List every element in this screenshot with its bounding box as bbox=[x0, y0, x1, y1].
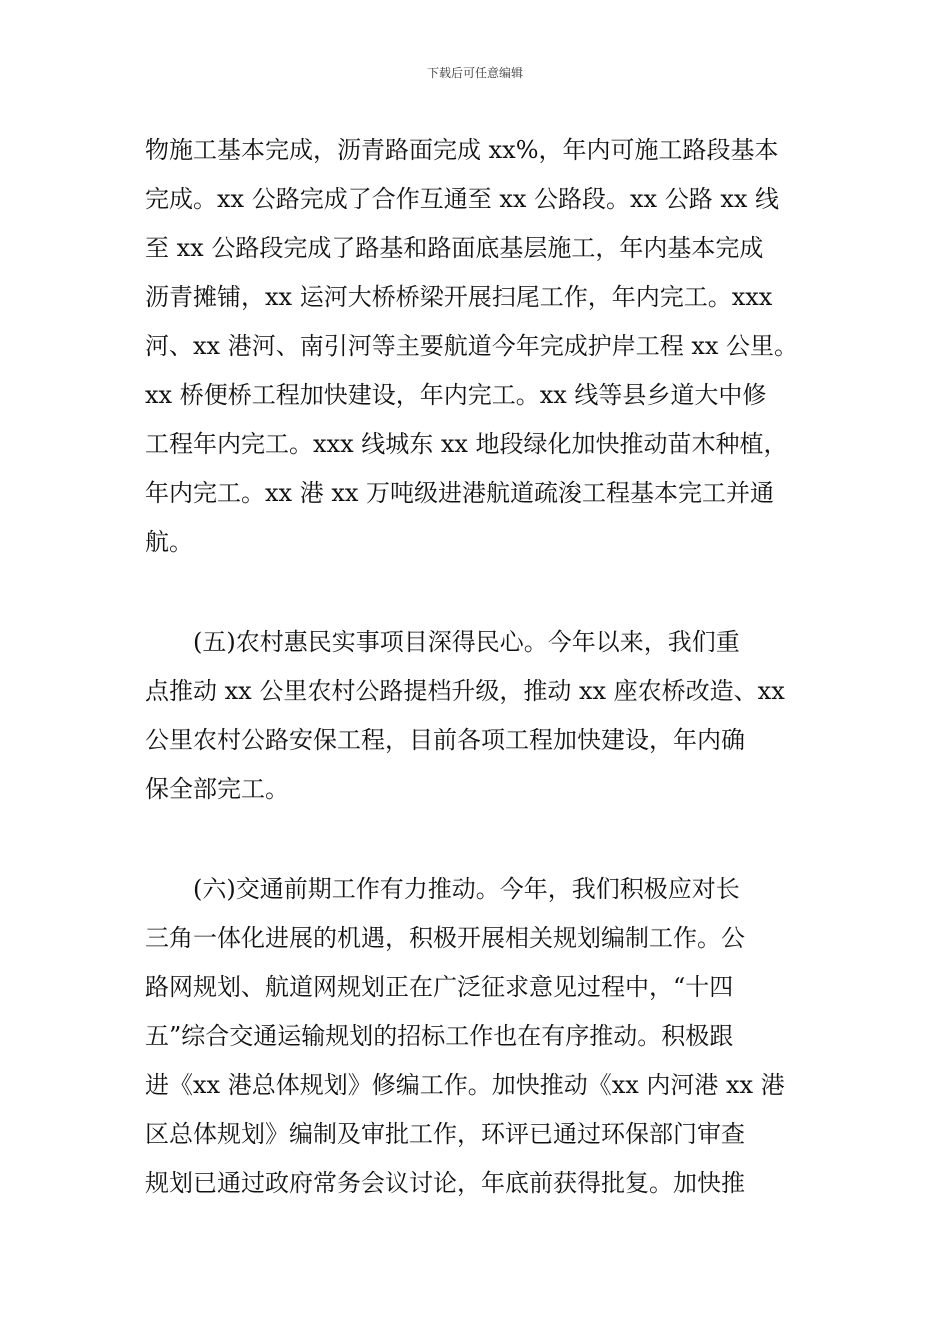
text-line: 沥青摊铺，xx 运河大桥桥梁开展扫尾工作，年内完工。xxx bbox=[145, 283, 773, 311]
text-line: 点推动 xx 公里农村公路提档升级，推动 xx 座农桥改造、xx bbox=[145, 677, 785, 705]
text-line: (五)农村惠民实事项目深得民心。今年以来，我们重 bbox=[145, 628, 740, 656]
text-line: 区总体规划》编制及审批工作，环评已通过环保部门审查 bbox=[145, 1120, 745, 1148]
paragraph-2 bbox=[145, 622, 825, 818]
document-body bbox=[145, 130, 825, 1212]
text-line: 进《xx 港总体规划》修编工作。加快推动《xx 内河港 xx 港 bbox=[145, 1071, 785, 1099]
paragraph-spacer bbox=[145, 818, 825, 869]
text-line: 工程年内完工。xxx 线城东 xx 地段绿化加快推动苗木种植， bbox=[145, 430, 788, 458]
text-line: 三角一体化进展的机遇，积极开展相关规划编制工作。公 bbox=[145, 924, 745, 952]
text-line: 至 xx 公路段完成了路基和路面底基层施工，年内基本完成 bbox=[145, 234, 764, 262]
text-line: 航。 bbox=[145, 528, 193, 556]
text-line: xx 桥便桥工程加快建设，年内完工。xx 线等县乡道大中修 bbox=[145, 381, 767, 409]
page-header: 下载后可任意编辑 bbox=[426, 66, 523, 80]
text-line: 河、xx 港河、南引河等主要航道今年完成护岸工程 xx 公里。 bbox=[145, 332, 799, 360]
paragraph-1 bbox=[145, 130, 825, 571]
text-line: 公里农村公路安保工程，目前各项工程加快建设，年内确 bbox=[145, 726, 745, 754]
text-line: 路网规划、航道网规划正在广泛征求意见过程中，“十四 bbox=[145, 973, 734, 1001]
paragraph-3 bbox=[145, 869, 825, 1212]
text-line: 五”综合交通运输规划的招标工作也在有序推动。积极跟 bbox=[145, 1022, 734, 1050]
text-line: (六)交通前期工作有力推动。今年，我们积极应对长 bbox=[145, 875, 740, 903]
paragraph-spacer bbox=[145, 571, 825, 622]
text-line: 年内完工。xx 港 xx 万吨级进港航道疏浚工程基本完工并通 bbox=[145, 479, 775, 507]
text-line: 保全部完工。 bbox=[145, 775, 289, 803]
text-line: 规划已通过政府常务会议讨论，年底前获得批复。加快推 bbox=[145, 1169, 745, 1197]
text-line: 完成。xx 公路完成了合作互通至 xx 公路段。xx 公路 xx 线 bbox=[145, 185, 780, 213]
text-line: 物施工基本完成，沥青路面完成 xx%，年内可施工路段基本 bbox=[145, 136, 779, 164]
